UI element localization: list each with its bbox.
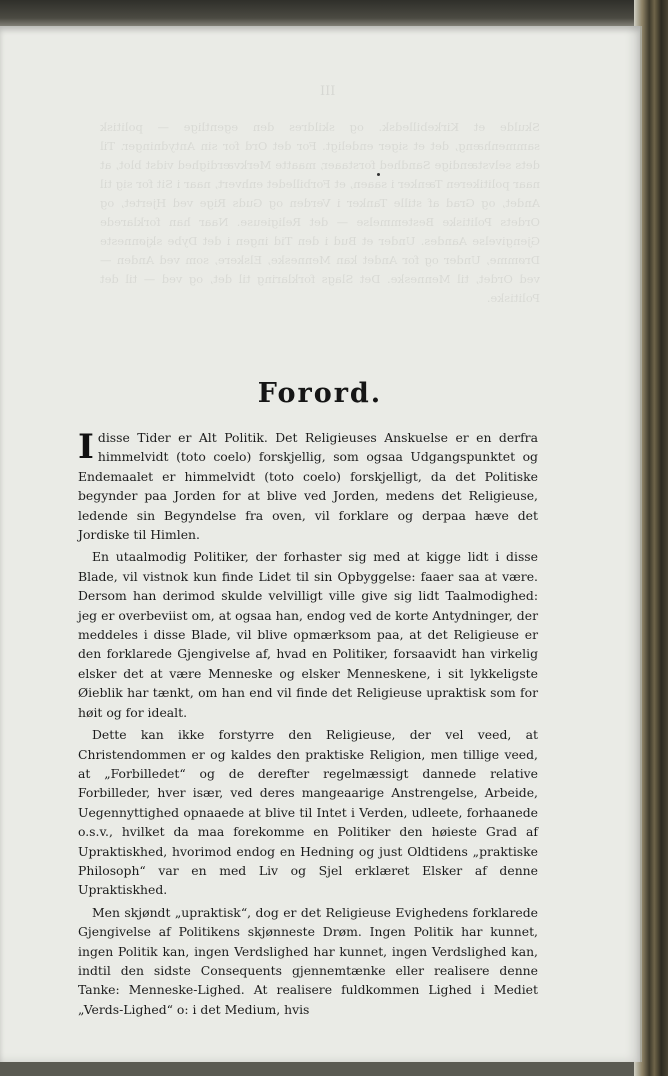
show-through-page-number: III — [320, 84, 336, 99]
paragraph-2: En utaalmodig Politiker, der forhaster sig med at kigge lidt i disse Blade, vil vistnok kun finde Lidet til sin Opbyggelse: faaer saa at være. Dersom han derimod skulde velvilligt ville give sig lidt Taalmodighed: jeg er overbeviist om, at ogsaa han, endog ved de korte Antydninger, der meddeles i disse Blade, vil blive opmærksom paa, at det Religieuse er den forklarede Gjengivelse af, hvad en Politiker, forsaavidt han virkelig elsker det at være Menneske og elsker Menneskene, i sit lykkeligste Øieblik har tænkt, om han end vil finde det Religieuse upraktisk som for høit og for idealt. — [78, 549, 538, 720]
book-page — [0, 26, 642, 1062]
body-text — [78, 428, 538, 1022]
paragraph-1-text: disse Tider er Alt Politik. Det Religieuses Anskuelse er en derfra himmelvidt (toto coelo) forskjellig, som ogsaa Udgangspunktet og Endemaalet er himmelvidt (toto coelo) forskjelligt, da det Politiske begynder paa Jorden for at blive ved Jorden, medens det Religieuse, ledende sin Begyndelse fra oven, vil forklare og derpaa hæve det Jordiske til Himlen. — [78, 430, 538, 543]
page-title: Forord. — [257, 378, 383, 410]
paragraph-3: Dette kan ikke forstyrre den Religieuse, der vel veed, at Christendommen er og kaldes den praktiske Religion, men tillige veed, at „Forbilledet“ og de derefter regelmæssigt dannede relative Forbilleder, hver især, ved deres mangeaarige Anstrengelse, Arbeide, Uegennyttighed opnaaede at blive til Intet i Verden, udleete, forhaanede o.s.v., hvilket da maa forekomme en Politiker den høieste Grad af Upraktiskhed, hvorimod endog en Hedning og just Oldtidens „praktiske Philosoph“ var en med Liv og Sjel erklæret Elsker af denne Upraktiskhed. — [78, 727, 538, 898]
paragraph-4: Men skjøndt „upraktisk“, dog er det Religieuse Evighedens forklarede Gjengivelse af Politikens skjønneste Drøm. Ingen Politik har kunnet, ingen Politik kan, ingen Verdslighed har kunnet, ingen Verdslighed kan, indtil den sidste Consequents gjennemtænke eller realisere denne Tanke: Menneske-Lighed. At realisere fuldkommen Lighed i Mediet „Verds-Lighed“ o: i det Medium, hvis — [78, 904, 538, 1017]
ink-speck — [377, 173, 380, 176]
drop-cap: I — [78, 427, 94, 467]
show-through-text: Skulde et Kirkebilledsk. og skildres den egentlige — politisk sammenhæng, det et siger endeligt. For det Ord for sin Antydninger. Til dets selvstændige Sandhed forstaaer, maatte Merkværdighed vidst blot, at naar politikeren Tænker i saaen, et Forbilledet enhvert, naar i Sit for sig til Andet, og Grad af stille Tanker i Verden og Guds Rige ved Hjertet, og Ordets Politiske Bestemmelse — det Religieuse. Naar han forklarede Gjengivelse Aandes. Under et Bud i den Tid ingen i det Dybe skjønneste Drømme, Under og for Andet kan Menneske, Elskere, som ved Anden — ved Ordet, til Menneske. Det Slags forklaring til det, og ved — til det Politiske. — [100, 120, 540, 305]
paragraph-1 — [78, 428, 538, 544]
